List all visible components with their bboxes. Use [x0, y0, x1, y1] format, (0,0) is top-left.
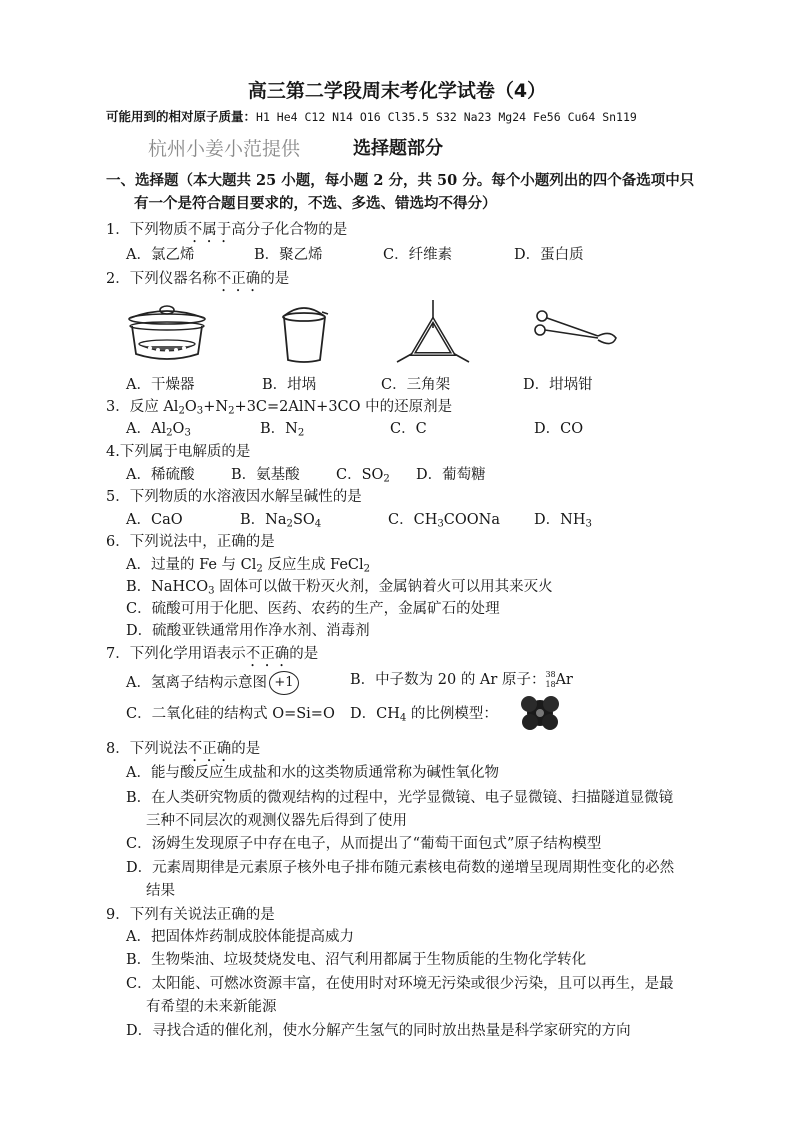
- q2-option-c: C．三角架: [381, 377, 451, 393]
- q8-stem-pre: 8．下列说法: [106, 741, 188, 757]
- q3-sub-2: 3: [196, 405, 204, 417]
- q3-b-pre: B．N: [260, 421, 298, 437]
- q3-stem-post: +3C=2AlN+3CO 中的还原剂是: [234, 399, 453, 415]
- q8-option-d-line-1: D．元素周期律是元素原子核外电子排布随元素核电荷数的递增呈现周期性变化的必然: [126, 860, 675, 876]
- q6-option-d: D．硫酸亚铁通常用作净水剂、消毒剂: [126, 623, 370, 639]
- q7-option-d: [350, 705, 498, 728]
- q7-a-text: A．氢离子结构示意图: [126, 675, 267, 691]
- q2-option-b: B．坩埚: [262, 377, 317, 393]
- q5-b-sub1: 2: [286, 518, 293, 530]
- q3-stem-mid1: O: [184, 399, 197, 415]
- q4-option-d: D．葡萄糖: [416, 467, 486, 483]
- q1-stem-emphasis: 不属于: [187, 222, 232, 238]
- question-3-stem: [106, 398, 452, 421]
- watermark-text: 杭州小姜小范提供: [148, 138, 301, 160]
- question-6-stem: 6．下列说法中，正确的是: [106, 534, 275, 550]
- q8-stem-post: 的是: [231, 741, 261, 757]
- q6-a-sub2: 2: [363, 563, 371, 575]
- q7-d-sub: 4: [399, 712, 407, 724]
- atomic-masses-label: 可能用到的相对原子质量：: [106, 109, 257, 124]
- q3-a-pre: A．Al: [126, 421, 167, 437]
- q3-option-a: [126, 420, 191, 443]
- q8-option-c: C．汤姆生发现原子中存在电子，从而提出了“葡萄干面包式”原子结构模型: [126, 836, 602, 852]
- q8-option-b-line-1: B．在人类研究物质的微观结构的过程中，光学显微镜、电子显微镜、扫描隧道显微镜: [126, 790, 674, 806]
- q7-b-nuclide-numbers: [545, 671, 555, 689]
- q3-stem-pre: 3．反应 Al: [106, 399, 179, 415]
- q6-option-a: [126, 556, 370, 579]
- q3-b-sub: 2: [297, 427, 305, 439]
- q6-a-mid: 反应生成 FeCl: [262, 557, 364, 573]
- q7-b-symbol: Ar: [555, 672, 573, 688]
- q7-stem-post: 的是: [289, 646, 319, 662]
- q3-a-mid: O: [172, 421, 185, 437]
- atomic-masses-line: [106, 108, 637, 126]
- q2-option-d: D．坩埚钳: [523, 377, 593, 393]
- atomic-masses-values: H1 He4 C12 N14 O16 Cl35.5 S32 Na23 Mg24 Fe56 Cu64 Sn119: [256, 110, 637, 124]
- q3-a-sub1: 2: [166, 427, 173, 439]
- q5-c-pre: C．CH: [388, 512, 438, 528]
- q1-option-a: A．氯乙烯: [126, 247, 195, 263]
- q3-sub-1: 2: [178, 405, 185, 417]
- q1-stem-post: 高分子化合物的是: [231, 222, 348, 238]
- q5-c-post: COONa: [443, 512, 500, 528]
- q5-option-d: [534, 511, 592, 534]
- q7-option-c: C．二氧化硅的结构式 O=Si=O: [126, 706, 335, 722]
- clay-triangle-drawing: [395, 298, 471, 368]
- q8-option-b-line-2: 三种不同层次的观测仪器先后得到了使用: [146, 813, 407, 829]
- q3-option-b: [260, 420, 304, 443]
- q7-stem-emphasis: 不正确: [245, 646, 290, 662]
- q2-stem-emphasis: 不正确: [216, 271, 261, 287]
- q5-option-a: A．CaO: [126, 512, 183, 528]
- methane-space-filling-model: [518, 692, 562, 732]
- q1-stem-pre: 1．下列物质: [106, 222, 188, 238]
- q4-option-a: A．稀硫酸: [126, 467, 195, 483]
- q7-b-atomic-number: 18: [545, 680, 556, 689]
- q8-option-a: A．能与酸反应生成盐和水的这类物质通常称为碱性氧化物: [126, 765, 499, 781]
- question-4-stem: 4.下列属于电解质的是: [106, 444, 251, 460]
- question-9-stem: 9．下列有关说法正确的是: [106, 907, 275, 923]
- q7-b-mass-number: 38: [545, 670, 556, 679]
- q6-a-pre: A．过量的 Fe 与 Cl: [126, 557, 257, 573]
- q5-c-sub: 3: [437, 518, 444, 530]
- q9-option-a: A．把固体炸药制成胶体能提高威力: [126, 929, 354, 945]
- q5-option-c: [388, 511, 500, 534]
- q5-b-sub2: 4: [314, 518, 322, 530]
- q3-sub-3: 2: [228, 405, 235, 417]
- q5-option-b: [240, 511, 321, 534]
- q7-d-pre: D．CH: [350, 706, 400, 722]
- q5-b-pre: B．Na: [240, 512, 287, 528]
- q6-b-pre: B．NaHCO: [126, 579, 209, 595]
- q5-d-sub: 3: [585, 518, 592, 530]
- q6-b-sub: 3: [208, 585, 215, 597]
- question-1-stem: [106, 221, 347, 246]
- question-2-stem: [106, 270, 289, 295]
- q2-option-a: A．干燥器: [126, 377, 195, 393]
- q7-d-post: 的比例模型：: [406, 706, 498, 722]
- q1-option-b: B．聚乙烯: [254, 247, 323, 263]
- q9-option-b: B．生物柴油、垃圾焚烧发电、沼气利用都属于生物质能的生物化学转化: [126, 952, 587, 968]
- q9-option-d: D．寻找合适的催化剂，使水分解产生氢气的同时放出热量是科学家研究的方向: [126, 1023, 631, 1039]
- q6-option-c: C．硫酸可用于化肥、医药、农药的生产，金属矿石的处理: [126, 601, 500, 617]
- q5-d-pre: D．NH: [534, 512, 586, 528]
- q7-stem-pre: 7．下列化学用语表示: [106, 646, 246, 662]
- q6-a-sub1: 2: [256, 563, 263, 575]
- q7-option-b: [350, 671, 573, 689]
- q2-stem-pre: 2．下列仪器名称: [106, 271, 217, 287]
- q3-stem-mid2: +N: [203, 399, 229, 415]
- q3-option-c: C．C: [390, 421, 427, 437]
- q3-a-sub2: 3: [184, 427, 191, 439]
- q1-option-d: D．蛋白质: [514, 247, 584, 263]
- question-7-stem: [106, 645, 318, 670]
- q4-option-b: B．氨基酸: [231, 467, 300, 483]
- crucible-tongs-drawing: [528, 306, 624, 352]
- question-8-stem: [106, 740, 260, 765]
- q6-option-b: [126, 578, 553, 601]
- q7-option-a: [126, 671, 299, 695]
- crucible-drawing: [276, 302, 334, 366]
- q3-option-d: D．CO: [534, 421, 584, 437]
- q4-c-pre: C．SO: [336, 467, 384, 483]
- question-5-stem: 5．下列物质的水溶液因水解呈碱性的是: [106, 489, 362, 505]
- exam-title: 高三第二学段周末考化学试卷（4）: [247, 80, 547, 102]
- q4-option-c: [336, 466, 390, 489]
- q9-option-c-line-2: 有希望的未来新能源: [146, 999, 277, 1015]
- hydrogen-ion-diagram: +1: [269, 671, 299, 695]
- q9-option-c-line-1: C．太阳能、可燃冰资源丰富，在使用时对环境无污染或很少污染，且可以再生，是最: [126, 976, 674, 992]
- section-heading: 选择题部分: [353, 138, 443, 159]
- q4-c-sub: 2: [383, 473, 390, 485]
- q6-b-post: 固体可以做干粉灭火剂，金属钠着火可以用其来灭火: [214, 579, 553, 595]
- q8-stem-emphasis: 不正确: [187, 741, 232, 757]
- instruction-line-1: 一、选择题（本大题共 25 小题，每小题 2 分，共 50 分。每个小题列出的四个备选项中只: [106, 172, 695, 189]
- q5-b-mid: SO: [292, 512, 315, 528]
- desiccator-drawing: [124, 300, 210, 368]
- q8-option-d-line-2: 结果: [146, 883, 175, 899]
- instruction-line-2: 有一个是符合题目要求的，不选、多选、错选均不得分）: [134, 195, 497, 212]
- q2-stem-post: 的是: [260, 271, 290, 287]
- q7-b-text: B．中子数为 20 的 Ar 原子：: [350, 672, 546, 688]
- q1-option-c: C．纤维素: [383, 247, 453, 263]
